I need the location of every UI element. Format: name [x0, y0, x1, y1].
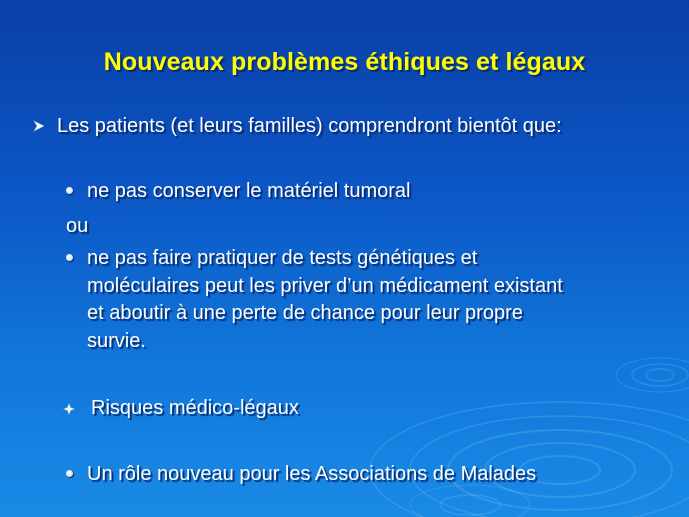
dot-bullet-icon: [66, 187, 73, 194]
bullet-item-tests-line-1: ne pas faire pratiquer de tests génétiques et: [87, 247, 478, 269]
bullet-item-tests-line-3: et aboutir à une perte de chance pour leur propre: [87, 302, 523, 324]
arrow-bullet-icon: [33, 120, 45, 132]
connector-text: ou: [66, 215, 89, 237]
bullet-item-tests-line-2: moléculaires peut les priver d’un médicament existant: [87, 275, 563, 297]
dot-bullet-icon: [66, 470, 73, 477]
bullet-item-tests-line-4: survie.: [87, 330, 146, 352]
bullet-item-tumor-material: ne pas conserver le matériel tumoral: [87, 180, 411, 202]
slide-title: Nouveaux problèmes éthiques et légaux: [103, 48, 586, 76]
intro-text: Les patients (et leurs familles) comprendront bientôt que:: [57, 115, 562, 137]
dot-bullet-icon: [66, 254, 73, 261]
diamond-bullet-icon: [63, 403, 75, 415]
associations-text: Un rôle nouveau pour les Associations de Malades: [87, 463, 537, 485]
risks-text: Risques médico-légaux: [91, 397, 299, 419]
